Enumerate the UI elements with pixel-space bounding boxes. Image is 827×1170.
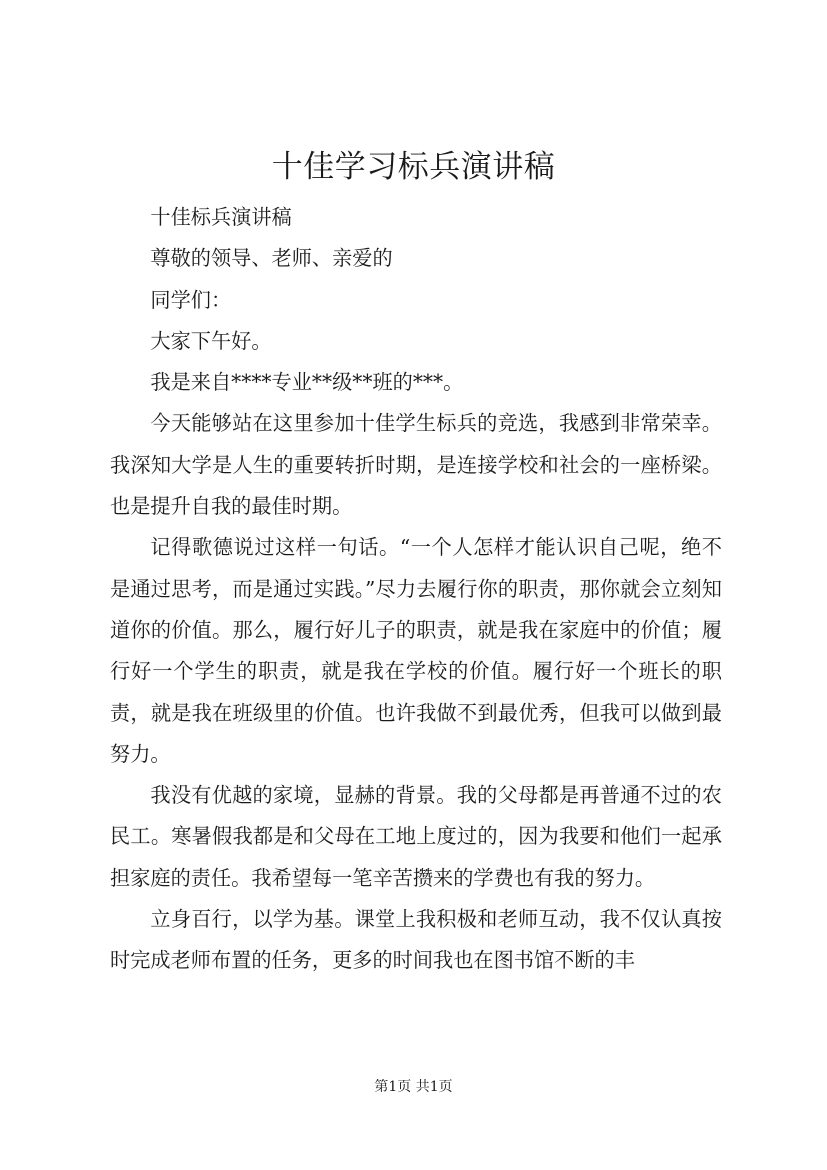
paragraph: 记得歌德说过这样一句话。“一个人怎样才能认识自己呢，绝不是通过思考，而是通过实践。”尽力去履行你的职责，那你就会立刻知道你的价值。那么，履行好儿子的职责，就是我在家庭中的价值；履行好一个学生的职责，就是我在学校的价值。履行好一个班长的职责，就是我在班级里的价值。也许我做不到最优秀，但我可以做到最努力。 (110, 535, 722, 766)
document-title: 十佳学习标兵演讲稿 (271, 149, 556, 185)
document-body (110, 197, 722, 982)
paragraph: 今天能够站在这里参加十佳学生标兵的竞选，我感到非常荣幸。我深知大学是人生的重要转折时期，是连接学校和社会的一座桥梁。也是提升自我的最佳时期。 (110, 411, 722, 519)
paragraph: 我没有优越的家境，显赫的背景。我的父母都是再普通不过的农民工。寒暑假我都是和父母在工地上度过的，因为我要和他们一起承担家庭的责任。我希望每一笔辛苦攒来的学费也有我的努力。 (110, 783, 722, 890)
paragraph: 大家下午好。 (150, 328, 272, 353)
paragraph: 我是来自****专业**级**班的***。 (150, 370, 464, 395)
paragraph: 十佳标兵演讲稿 (150, 205, 292, 229)
page-footer: 第1页 共1页 (374, 1079, 453, 1095)
paragraph: 同学们： (150, 287, 232, 312)
paragraph: 立身百行，以学为基。课堂上我积极和老师互动，我不仅认真按时完成老师布置的任务，更多的时间我也在图书馆不断的丰 (110, 907, 722, 973)
paragraph: 尊敬的领导、老师、亲爱的 (150, 246, 393, 271)
